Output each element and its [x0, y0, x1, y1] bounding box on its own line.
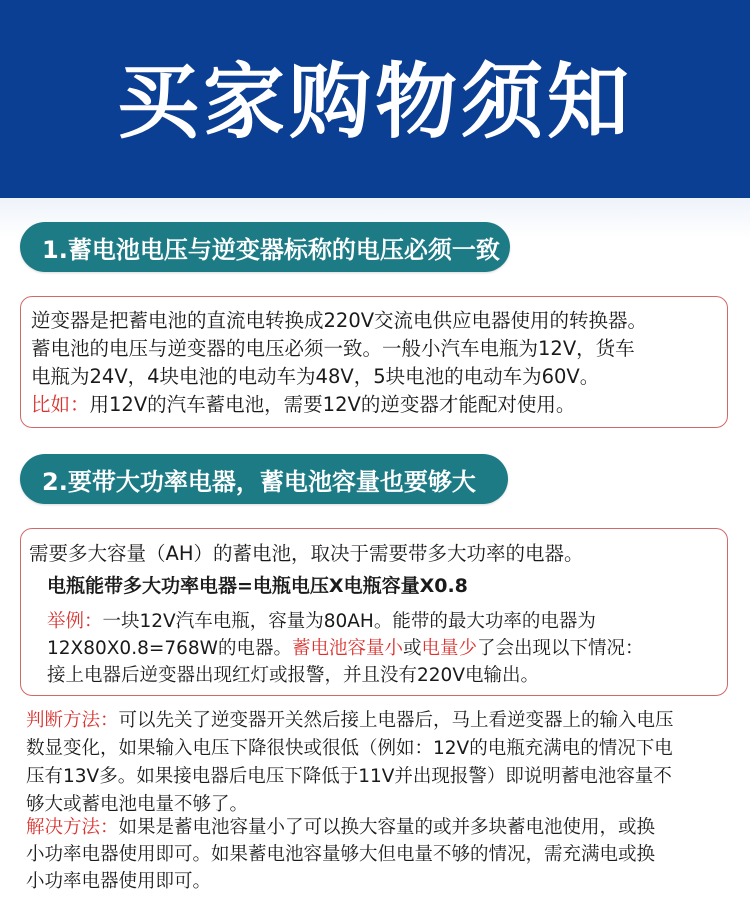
solution-line-2: 小功率电器使用即可。如果蓄电池容量够大但电量不够的情况，需充满电或换 [26, 844, 656, 865]
section2-example-line-1 [47, 609, 596, 635]
section1-example [31, 392, 575, 418]
section2-example-text-2c: 或 [402, 638, 422, 659]
solution-label: 解决方法： [26, 817, 119, 838]
section2-example-highlight-charge: 电量少 [421, 638, 478, 659]
section2-box [20, 528, 728, 696]
page-title: 买家购物须知 [116, 54, 633, 150]
section1-line-2: 蓄电池的电压与逆变器的电压必须一致。一般小汽车电瓶为12V，货车 [31, 337, 635, 360]
section2-example-text-2a: 12X80X0.8=768W的电器。 [47, 638, 292, 659]
section2-heading [20, 454, 508, 504]
section2-example-text-2e: 了会出现以下情况： [477, 638, 644, 659]
section2-example-line-3: 接上电器后逆变器出现红灯或报警，并且没有220V电输出。 [47, 665, 539, 686]
section2-example-text-1: 一块12V汽车电瓶，容量为80AH。能带的最大功率的电器为 [102, 611, 596, 632]
judge-line-4: 够大或蓄电池电量不够了。 [26, 794, 249, 815]
solution-line-1 [26, 815, 655, 841]
solution-text-1: 如果是蓄电池容量小了可以换大容量的或并多块蓄电池使用，或换 [118, 817, 656, 838]
judge-line-3: 压有13V多。如果接电器后电压下降低于11V并出现报警）即说明蓄电池容量不 [26, 766, 672, 787]
solution-line-3: 小功率电器使用即可。 [26, 871, 212, 892]
section2-intro: 需要多大容量（AH）的蓄电池，取决于需要带多大功率的电器。 [29, 542, 584, 565]
judge-line-2: 数显变化，如果输入电压下降很快或很低（例如：12V的电瓶充满电的情况下电 [26, 738, 673, 759]
section1-line-3: 电瓶为24V，4块电池的电动车为48V，5块电池的电动车为60V。 [31, 365, 600, 388]
title-banner [0, 0, 750, 198]
section1-example-text: 用12V的汽车蓄电池，需要12V的逆变器才能配对使用。 [89, 393, 576, 416]
judge-line-1 [26, 708, 674, 734]
section1-heading-text: 1.蓄电池电压与逆变器标称的电压必须一致 [42, 235, 500, 264]
judge-text-1: 可以先关了逆变器开关然后接上电器后，马上看逆变器上的输入电压 [118, 710, 674, 731]
section2-example-line-2 [47, 636, 644, 662]
section2-example-label: 举例： [47, 611, 103, 632]
section1-heading [20, 222, 510, 272]
section2-example-highlight-capacity: 蓄电池容量小 [291, 638, 403, 659]
section1-line-1: 逆变器是把蓄电池的直流电转换成220V交流电供应电器使用的转换器。 [31, 309, 648, 332]
section1-example-label: 比如： [31, 393, 90, 416]
section2-heading-text: 2.要带大功率电器，蓄电池容量也要够大 [42, 467, 476, 496]
section2-formula: 电瓶能带多大功率电器=电瓶电压X电瓶容量X0.8 [47, 575, 468, 597]
section1-box [20, 296, 728, 428]
judge-label: 判断方法： [26, 710, 119, 731]
